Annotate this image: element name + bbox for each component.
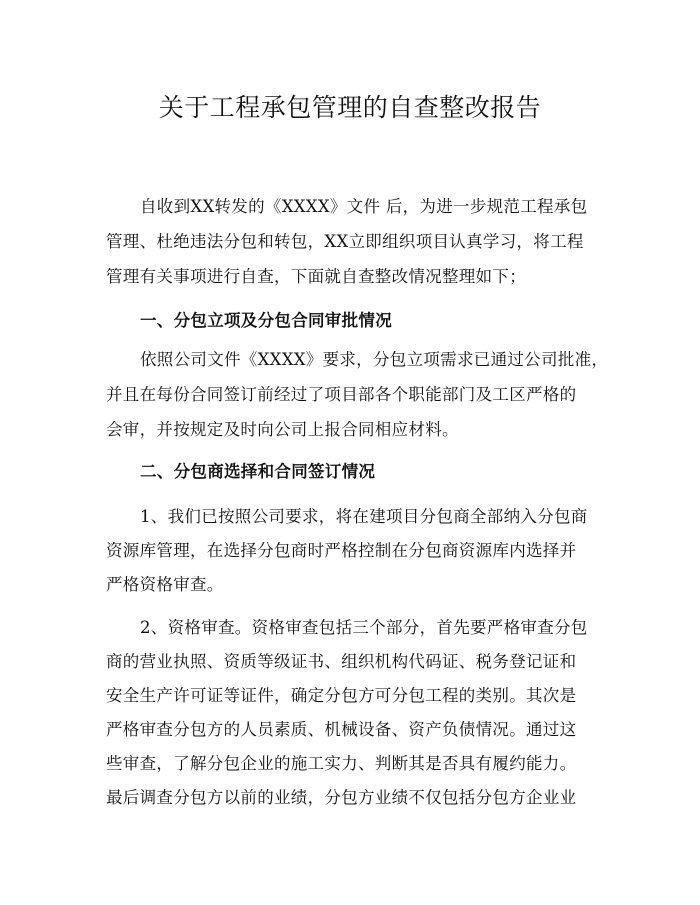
- section-1-line-1: 依照公司文件《XXXX》要求，分包立项需求已通过公司批准，: [140, 350, 609, 369]
- intro-line-2: 管理、杜绝违法分包和转包，XX立即组织项目认真学习，将工程: [106, 232, 584, 251]
- section-1-line-2: 并且在每份合同签订前经过了项目部各个职能部门及工区严格的: [106, 385, 577, 404]
- section-2-item-2-line-5: 些审查，了解分包企业的施工实力、判断其是否具有履约能力。: [106, 754, 577, 773]
- section-2-item-1-line-1: 1、我们已按照公司要求，将在建项目分包商全部纳入分包商: [140, 507, 588, 526]
- section-2-heading: 二、分包商选择和合同签订情况: [140, 462, 376, 481]
- section-1-heading: 一、分包立项及分包合同审批情况: [140, 311, 392, 330]
- section-2-item-2-line-2: 商的营业执照、资质等级证书、组织机构代码证、税务登记证和: [106, 652, 577, 671]
- section-2-item-2-line-3: 安全生产许可证等证件，确定分包方可分包工程的类别。其次是: [106, 686, 577, 705]
- page-title: 关于工程承包管理的自查整改报告: [158, 93, 542, 122]
- section-1-line-3: 会审，并按规定及时向公司上报合同相应材料。: [106, 420, 459, 439]
- section-2-item-2-line-1: 2、资格审查。资格审查包括三个部分，首先要严格审查分包: [140, 618, 588, 637]
- section-2-item-2-line-4: 严格审查分包方的人员素质、机械设备、资产负债情况。通过这: [106, 720, 577, 739]
- intro-line-3: 管理有关事项进行自查，下面就自查整改情况整理如下；: [106, 267, 526, 286]
- section-2-item-1-line-2: 资源库管理，在选择分包商时严格控制在分包商资源库内选择并: [106, 541, 577, 560]
- section-2-item-1-line-3: 严格资格审查。: [106, 575, 224, 594]
- section-2-item-2-line-6: 最后调查分包方以前的业绩，分包方业绩不仅包括分包方企业业: [106, 788, 577, 807]
- intro-line-1: 自收到XX转发的《XXXX》文件 后，为进一步规范工程承包: [140, 197, 588, 216]
